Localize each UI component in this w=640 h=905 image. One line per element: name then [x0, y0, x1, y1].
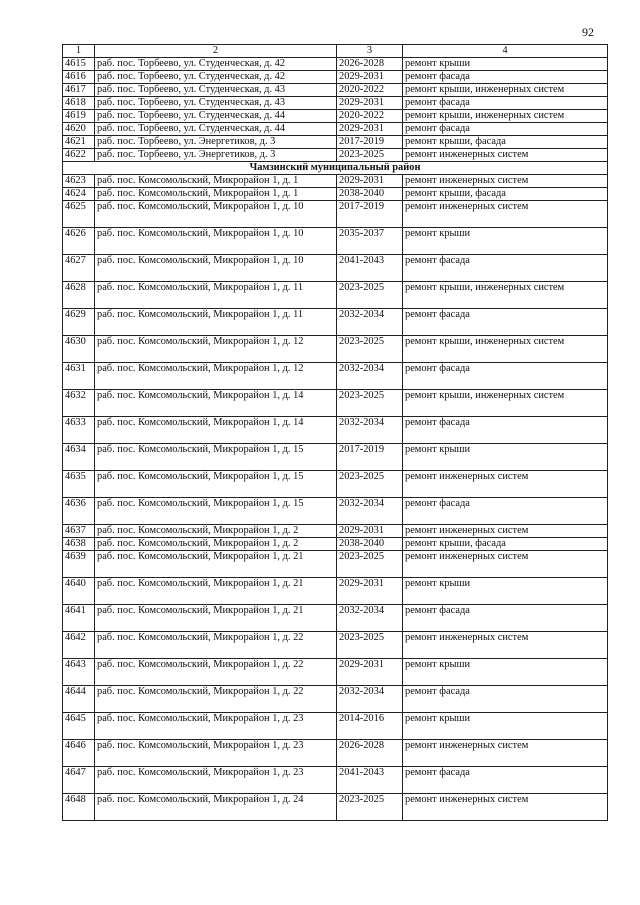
table-row — [63, 794, 608, 821]
row-number: 4619 — [63, 110, 95, 123]
row-number: 4646 — [63, 740, 95, 767]
row-number: 4621 — [63, 136, 95, 149]
row-number: 4626 — [63, 228, 95, 255]
row-work-type: ремонт крыши — [403, 713, 608, 740]
row-period: 2023-2025 — [337, 471, 403, 498]
row-address: раб. пос. Торбеево, ул. Студенческая, д. 43 — [95, 97, 337, 110]
table-row — [63, 578, 608, 605]
table-row — [63, 538, 608, 551]
table-row — [63, 686, 608, 713]
table-row — [63, 97, 608, 110]
column-header-period: 3 — [337, 45, 403, 58]
row-address: раб. пос. Комсомольский, Микрорайон 1, д. 21 — [95, 605, 337, 632]
table-row — [63, 336, 608, 363]
row-address: раб. пос. Комсомольский, Микрорайон 1, д. 22 — [95, 686, 337, 713]
row-period: 2023-2025 — [337, 551, 403, 578]
row-work-type: ремонт фасада — [403, 417, 608, 444]
table-row — [63, 417, 608, 444]
row-address: раб. пос. Комсомольский, Микрорайон 1, д. 10 — [95, 255, 337, 282]
row-number: 4636 — [63, 498, 95, 525]
row-number: 4629 — [63, 309, 95, 336]
row-number: 4623 — [63, 175, 95, 188]
row-period: 2020-2022 — [337, 110, 403, 123]
row-address: раб. пос. Комсомольский, Микрорайон 1, д. 10 — [95, 201, 337, 228]
repair-schedule-table — [62, 44, 608, 821]
row-address: раб. пос. Комсомольский, Микрорайон 1, д. 1 — [95, 175, 337, 188]
row-work-type: ремонт фасада — [403, 363, 608, 390]
row-address: раб. пос. Комсомольский, Микрорайон 1, д. 24 — [95, 794, 337, 821]
row-work-type: ремонт крыши, инженерных систем — [403, 110, 608, 123]
row-number: 4631 — [63, 363, 95, 390]
row-work-type: ремонт крыши, фасада — [403, 538, 608, 551]
row-number: 4643 — [63, 659, 95, 686]
row-address: раб. пос. Комсомольский, Микрорайон 1, д. 15 — [95, 444, 337, 471]
row-address: раб. пос. Комсомольский, Микрорайон 1, д. 22 — [95, 632, 337, 659]
row-period: 2029-2031 — [337, 175, 403, 188]
row-work-type: ремонт инженерных систем — [403, 525, 608, 538]
table-row — [63, 605, 608, 632]
row-work-type: ремонт крыши, фасада — [403, 136, 608, 149]
row-work-type: ремонт крыши — [403, 444, 608, 471]
district-row — [63, 162, 608, 175]
row-period: 2014-2016 — [337, 713, 403, 740]
row-work-type: ремонт фасада — [403, 686, 608, 713]
table-row — [63, 58, 608, 71]
row-work-type: ремонт крыши — [403, 58, 608, 71]
table-row — [63, 363, 608, 390]
row-work-type: ремонт крыши — [403, 659, 608, 686]
row-period: 2041-2043 — [337, 255, 403, 282]
row-work-type: ремонт инженерных систем — [403, 149, 608, 162]
row-number: 4645 — [63, 713, 95, 740]
row-work-type: ремонт фасада — [403, 123, 608, 136]
row-number: 4615 — [63, 58, 95, 71]
row-work-type: ремонт фасада — [403, 605, 608, 632]
row-work-type: ремонт крыши, фасада — [403, 188, 608, 201]
table-body-top — [63, 58, 608, 162]
row-number: 4635 — [63, 471, 95, 498]
row-address: раб. пос. Торбеево, ул. Студенческая, д. 44 — [95, 110, 337, 123]
row-work-type: ремонт инженерных систем — [403, 740, 608, 767]
row-number: 4640 — [63, 578, 95, 605]
row-address: раб. пос. Комсомольский, Микрорайон 1, д. 22 — [95, 659, 337, 686]
row-period: 2026-2028 — [337, 58, 403, 71]
row-address: раб. пос. Комсомольский, Микрорайон 1, д. 10 — [95, 228, 337, 255]
row-period: 2032-2034 — [337, 686, 403, 713]
row-address: раб. пос. Комсомольский, Микрорайон 1, д. 23 — [95, 713, 337, 740]
row-work-type: ремонт фасада — [403, 767, 608, 794]
row-period: 2029-2031 — [337, 123, 403, 136]
row-period: 2023-2025 — [337, 390, 403, 417]
row-period: 2023-2025 — [337, 149, 403, 162]
row-period: 2032-2034 — [337, 498, 403, 525]
row-number: 4639 — [63, 551, 95, 578]
row-number: 4632 — [63, 390, 95, 417]
row-work-type: ремонт инженерных систем — [403, 632, 608, 659]
district-section — [63, 162, 608, 175]
row-period: 2035-2037 — [337, 228, 403, 255]
row-period: 2017-2019 — [337, 136, 403, 149]
row-address: раб. пос. Торбеево, ул. Студенческая, д. 43 — [95, 84, 337, 97]
row-number: 4637 — [63, 525, 95, 538]
page-number: 92 — [582, 25, 594, 39]
table-row — [63, 525, 608, 538]
row-address: раб. пос. Торбеево, ул. Студенческая, д. 42 — [95, 71, 337, 84]
table-row — [63, 110, 608, 123]
table-row — [63, 255, 608, 282]
row-period: 2017-2019 — [337, 444, 403, 471]
row-number: 4620 — [63, 123, 95, 136]
row-address: раб. пос. Комсомольский, Микрорайон 1, д. 15 — [95, 471, 337, 498]
row-address: раб. пос. Комсомольский, Микрорайон 1, д. 12 — [95, 336, 337, 363]
row-address: раб. пос. Комсомольский, Микрорайон 1, д. 23 — [95, 740, 337, 767]
row-number: 4648 — [63, 794, 95, 821]
table-row — [63, 767, 608, 794]
table-row — [63, 71, 608, 84]
row-number: 4625 — [63, 201, 95, 228]
row-period: 2029-2031 — [337, 659, 403, 686]
row-number: 4647 — [63, 767, 95, 794]
row-address: раб. пос. Комсомольский, Микрорайон 1, д. 2 — [95, 525, 337, 538]
row-period: 2023-2025 — [337, 282, 403, 309]
table-row — [63, 471, 608, 498]
row-period: 2017-2019 — [337, 201, 403, 228]
row-work-type: ремонт фасада — [403, 255, 608, 282]
row-work-type: ремонт фасада — [403, 309, 608, 336]
row-address: раб. пос. Комсомольский, Микрорайон 1, д. 11 — [95, 309, 337, 336]
row-address: раб. пос. Комсомольский, Микрорайон 1, д. 12 — [95, 363, 337, 390]
row-number: 4644 — [63, 686, 95, 713]
table-row — [63, 84, 608, 97]
row-period: 2023-2025 — [337, 336, 403, 363]
table-row — [63, 659, 608, 686]
table-row — [63, 188, 608, 201]
row-number: 4630 — [63, 336, 95, 363]
row-period: 2032-2034 — [337, 309, 403, 336]
row-period: 2026-2028 — [337, 740, 403, 767]
row-work-type: ремонт инженерных систем — [403, 175, 608, 188]
row-work-type: ремонт крыши, инженерных систем — [403, 282, 608, 309]
row-number: 4627 — [63, 255, 95, 282]
row-period: 2029-2031 — [337, 71, 403, 84]
row-address: раб. пос. Комсомольский, Микрорайон 1, д. 2 — [95, 538, 337, 551]
row-number: 4638 — [63, 538, 95, 551]
row-number: 4634 — [63, 444, 95, 471]
row-address: раб. пос. Комсомольский, Микрорайон 1, д. 21 — [95, 551, 337, 578]
table-row — [63, 390, 608, 417]
row-address: раб. пос. Комсомольский, Микрорайон 1, д. 11 — [95, 282, 337, 309]
row-address: раб. пос. Комсомольский, Микрорайон 1, д. 15 — [95, 498, 337, 525]
row-address: раб. пос. Торбеево, ул. Энергетиков, д. 3 — [95, 149, 337, 162]
row-period: 2020-2022 — [337, 84, 403, 97]
row-work-type: ремонт крыши, инженерных систем — [403, 336, 608, 363]
row-address: раб. пос. Торбеево, ул. Энергетиков, д. 3 — [95, 136, 337, 149]
table-row — [63, 228, 608, 255]
row-period: 2032-2034 — [337, 605, 403, 632]
row-work-type: ремонт инженерных систем — [403, 551, 608, 578]
row-period: 2023-2025 — [337, 794, 403, 821]
row-work-type: ремонт крыши — [403, 578, 608, 605]
table-row — [63, 123, 608, 136]
table-body-bottom — [63, 175, 608, 821]
row-work-type: ремонт крыши, инженерных систем — [403, 390, 608, 417]
table-row — [63, 713, 608, 740]
row-period: 2023-2025 — [337, 632, 403, 659]
row-work-type: ремонт крыши, инженерных систем — [403, 84, 608, 97]
row-number: 4628 — [63, 282, 95, 309]
table-row — [63, 149, 608, 162]
column-header-number: 1 — [63, 45, 95, 58]
row-number: 4624 — [63, 188, 95, 201]
row-address: раб. пос. Комсомольский, Микрорайон 1, д. 21 — [95, 578, 337, 605]
table-row — [63, 498, 608, 525]
row-work-type: ремонт фасада — [403, 71, 608, 84]
table-row — [63, 551, 608, 578]
row-number: 4633 — [63, 417, 95, 444]
row-work-type: ремонт фасада — [403, 498, 608, 525]
column-header-address: 2 — [95, 45, 337, 58]
table-row — [63, 444, 608, 471]
row-period: 2038-2040 — [337, 538, 403, 551]
row-address: раб. пос. Комсомольский, Микрорайон 1, д. 14 — [95, 390, 337, 417]
table-row — [63, 740, 608, 767]
row-period: 2041-2043 — [337, 767, 403, 794]
column-header-work: 4 — [403, 45, 608, 58]
table-row — [63, 136, 608, 149]
table-row — [63, 282, 608, 309]
row-period: 2029-2031 — [337, 578, 403, 605]
row-number: 4641 — [63, 605, 95, 632]
row-period: 2032-2034 — [337, 363, 403, 390]
row-work-type: ремонт фасада — [403, 97, 608, 110]
table-header-row — [63, 45, 608, 58]
row-period: 2029-2031 — [337, 525, 403, 538]
row-address: раб. пос. Комсомольский, Микрорайон 1, д. 1 — [95, 188, 337, 201]
row-address: раб. пос. Торбеево, ул. Студенческая, д. 44 — [95, 123, 337, 136]
row-period: 2038-2040 — [337, 188, 403, 201]
row-number: 4616 — [63, 71, 95, 84]
row-address: раб. пос. Комсомольский, Микрорайон 1, д. 23 — [95, 767, 337, 794]
row-address: раб. пос. Торбеево, ул. Студенческая, д. 42 — [95, 58, 337, 71]
district-heading: Чамзинский муниципальный район — [63, 162, 608, 175]
row-work-type: ремонт крыши — [403, 228, 608, 255]
table-row — [63, 175, 608, 188]
row-period: 2032-2034 — [337, 417, 403, 444]
row-period: 2029-2031 — [337, 97, 403, 110]
row-number: 4622 — [63, 149, 95, 162]
row-work-type: ремонт инженерных систем — [403, 201, 608, 228]
row-work-type: ремонт инженерных систем — [403, 794, 608, 821]
row-address: раб. пос. Комсомольский, Микрорайон 1, д. 14 — [95, 417, 337, 444]
row-number: 4618 — [63, 97, 95, 110]
table-row — [63, 201, 608, 228]
row-number: 4642 — [63, 632, 95, 659]
table-row — [63, 309, 608, 336]
table-row — [63, 632, 608, 659]
row-work-type: ремонт инженерных систем — [403, 471, 608, 498]
row-number: 4617 — [63, 84, 95, 97]
